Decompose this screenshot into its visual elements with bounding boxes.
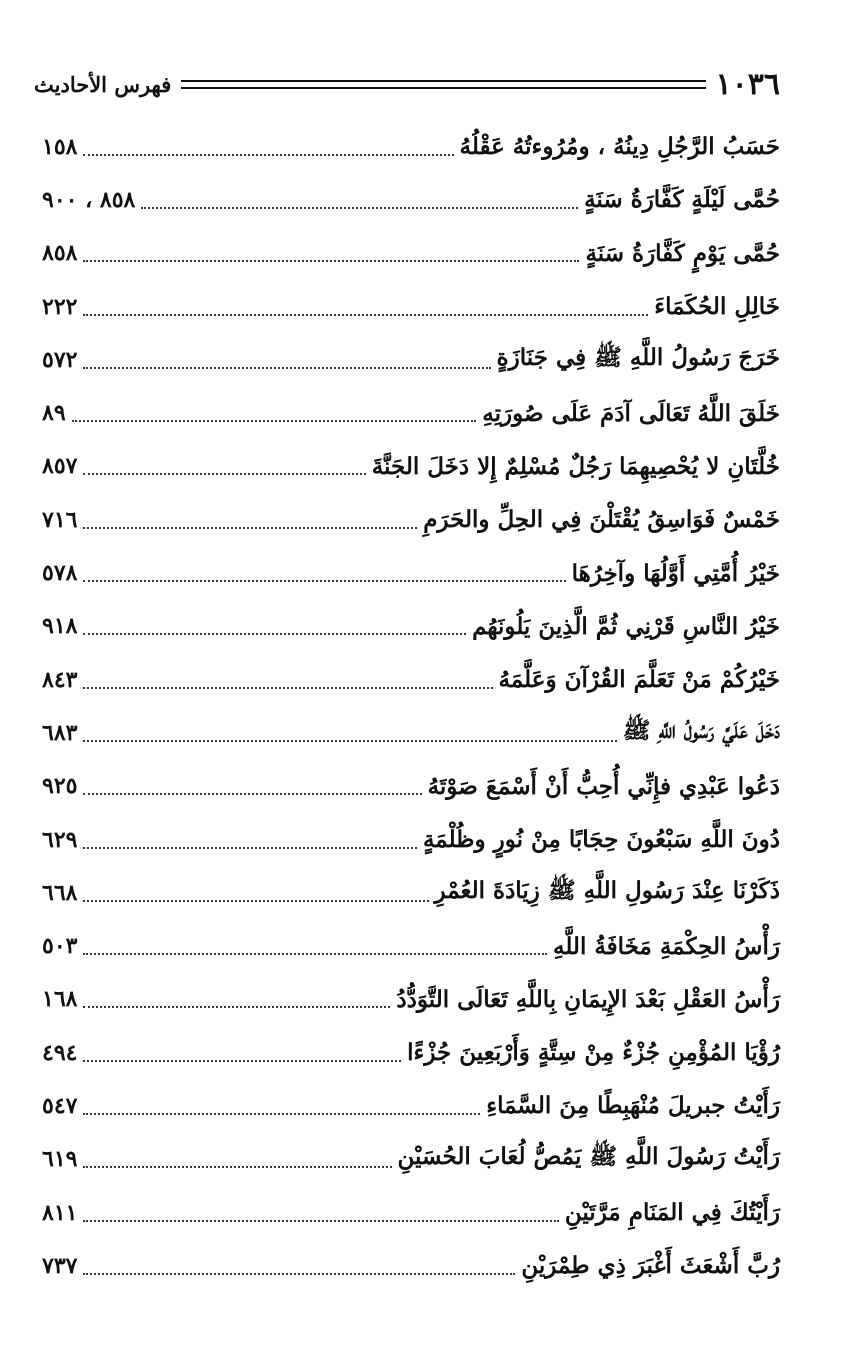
dot-leader bbox=[83, 740, 616, 742]
index-entry bbox=[42, 706, 780, 759]
page-reference: ٨٥٨ ، ٩٠٠ bbox=[42, 186, 136, 213]
hadith-text: خَمْسٌ فَوَاسِقُ يُقْتَلْنَ فِي الحِلِّ والحَرَمِ bbox=[423, 506, 780, 534]
hadith-text: دُونَ اللَّهِ سَبْعُونَ حِجَابًا مِنْ نُورٍ وظُلْمَةٍ bbox=[422, 826, 780, 853]
dot-leader bbox=[83, 314, 648, 316]
index-entry bbox=[42, 1079, 780, 1132]
index-entry bbox=[42, 1026, 780, 1079]
index-entry bbox=[42, 866, 780, 919]
dot-leader bbox=[83, 527, 417, 529]
hadith-text: خَالِلِ الحُكَمَاءَ bbox=[654, 293, 780, 321]
page-reference: ٦٨٣ bbox=[42, 719, 78, 746]
dot-leader bbox=[141, 207, 578, 209]
hadith-index-list bbox=[42, 120, 780, 1293]
hadith-text: رَأْسُ الحِكْمَةِ مَخَافَةُ اللَّهِ bbox=[552, 932, 780, 960]
dot-leader bbox=[83, 900, 428, 902]
index-entry bbox=[42, 973, 780, 1026]
page-reference: ٥٤٧ bbox=[42, 1092, 78, 1119]
index-entry bbox=[42, 386, 780, 439]
dot-leader bbox=[83, 953, 547, 955]
page-reference: ٤٩٤ bbox=[42, 1039, 78, 1066]
page-reference: ١٦٨ bbox=[42, 986, 78, 1013]
hadith-text: دَخَلَ عَلَيَّ رَسُولُ اللَّهِ ﷺ bbox=[622, 716, 780, 744]
page-reference: ٨٤٣ bbox=[42, 666, 78, 693]
index-entry bbox=[42, 493, 780, 546]
dot-leader bbox=[83, 847, 416, 849]
index-entry bbox=[42, 1133, 780, 1186]
hadith-text: حَسَبُ الرَّجُلِ دِينُهُ ، ومُرُوءتُهُ عَقْلُهُ bbox=[459, 133, 780, 161]
index-entry bbox=[42, 600, 780, 653]
page-reference: ٦٢٩ bbox=[42, 826, 78, 853]
page-reference: ٥٧٨ bbox=[42, 560, 78, 587]
index-entry bbox=[42, 546, 780, 599]
index-entry bbox=[42, 760, 780, 813]
dot-leader bbox=[83, 473, 365, 475]
dot-leader bbox=[83, 633, 466, 635]
hadith-text: حُمَّى لَيْلَةٍ كَفَّارَةُ سَنَةٍ bbox=[584, 186, 780, 214]
hadith-text: رَأَيْتُ جبريلَ مُنْهَبِطًا مِنَ السَّمَاءِ bbox=[486, 1092, 780, 1120]
hadith-text: خَيْرُ النَّاسِ قَرْنِي ثُمَّ الَّذِينَ يَلُونَهُم bbox=[472, 612, 780, 640]
index-entry bbox=[42, 227, 780, 280]
index-entry bbox=[42, 440, 780, 493]
page-reference: ٩١٨ bbox=[42, 613, 78, 640]
dot-leader bbox=[83, 1166, 391, 1168]
dot-leader bbox=[83, 1113, 480, 1115]
page-reference: ٢٢٢ bbox=[42, 293, 78, 320]
page-reference: ٨٥٨ bbox=[42, 240, 78, 267]
page-reference: ١٥٨ bbox=[42, 133, 78, 160]
dot-leader bbox=[72, 420, 477, 422]
index-entry bbox=[42, 173, 780, 226]
page-reference: ٧١٦ bbox=[42, 506, 78, 533]
index-entry bbox=[42, 653, 780, 706]
dot-leader bbox=[83, 1060, 401, 1062]
page-reference: ٩٢٥ bbox=[42, 773, 78, 800]
index-entry bbox=[42, 1239, 780, 1292]
hadith-text: حُمَّى يَوْمٍ كَفَّارَةُ سَنَةٍ bbox=[585, 239, 780, 267]
hadith-text: خُلَّتَانِ لا يُحْصِيهِمَا رَجُلٌ مُسْلِمٌ إِلا دَخَلَ الجَنَّةَ bbox=[371, 452, 780, 480]
page-reference: ٧٣٧ bbox=[42, 1252, 78, 1279]
dot-leader bbox=[83, 1006, 390, 1008]
hadith-text: رَأْسُ العَقْلِ بَعْدَ الإِيمَانِ بِاللَّهِ تَعَالَى التَّوَدُّدُ bbox=[396, 985, 780, 1013]
hadith-text: خَرَجَ رَسُولُ اللَّهِ ﷺ فِي جَنَازَةٍ bbox=[496, 343, 780, 371]
dot-leader bbox=[83, 1273, 515, 1275]
header-title: فهرس الأحاديث bbox=[34, 71, 172, 97]
dot-leader bbox=[83, 154, 453, 156]
index-entry bbox=[42, 333, 780, 386]
page-number: ١٠٣٦ bbox=[715, 66, 780, 102]
dot-leader bbox=[83, 580, 565, 582]
hadith-text: دَعُوا عَبْدِي فإِنِّي أُحِبُّ أَنْ أَسْمَعَ صَوْتَهُ bbox=[427, 772, 780, 800]
page-reference: ٨١١ bbox=[42, 1199, 78, 1226]
page-reference: ٨٥٧ bbox=[42, 453, 78, 480]
page-reference: ٨٩ bbox=[42, 400, 66, 427]
index-entry bbox=[42, 919, 780, 972]
hadith-text: رَأَيْتُ رَسُولَ اللَّهِ ﷺ يَمُصُّ لُعَابَ الحُسَيْنِ bbox=[397, 1143, 780, 1171]
hadith-text: رُؤْيَا المُؤْمِنِ جُزْءٌ مِنْ سِتَّةٍ وَأَرْبَعِينَ جُزْءًا bbox=[407, 1039, 780, 1067]
page-header bbox=[34, 62, 780, 106]
dot-leader bbox=[83, 687, 492, 689]
header-double-rule bbox=[181, 80, 705, 89]
dot-leader bbox=[83, 793, 421, 795]
index-entry bbox=[42, 280, 780, 333]
index-entry bbox=[42, 120, 780, 173]
dot-leader bbox=[83, 260, 579, 262]
dot-leader bbox=[83, 1220, 558, 1222]
dot-leader bbox=[83, 367, 490, 369]
index-entry bbox=[42, 813, 780, 866]
page-reference: ٥٧٢ bbox=[42, 346, 78, 373]
page-reference: ٥٠٣ bbox=[42, 933, 78, 960]
page-reference: ٦٦٨ bbox=[42, 879, 78, 906]
hadith-text: خَلَقَ اللَّهُ تَعَالَى آدَمَ عَلَى صُورَتِهِ bbox=[482, 399, 780, 427]
hadith-text: ذَكَرْنَا عِنْدَ رَسُولِ اللَّهِ ﷺ زِيَادَةَ العُمْرِ bbox=[434, 876, 780, 904]
page-reference: ٦١٩ bbox=[42, 1146, 78, 1173]
hadith-text: خَيْرُ أُمَّتِي أَوَّلُهَا وآخِرُهَا bbox=[571, 559, 780, 587]
index-entry bbox=[42, 1186, 780, 1239]
hadith-text: خَيْرُكُمْ مَنْ تَعَلَّمَ القُرْآنَ وَعَلَّمَهُ bbox=[498, 666, 780, 694]
hadith-text: رَأَيْتُكَ فِي المَنَامِ مَرَّتَيْنِ bbox=[564, 1199, 780, 1227]
hadith-text: رُبَّ أَشْعَثَ أَغْبَرَ ذِي طِمْرَيْنِ bbox=[521, 1252, 780, 1280]
